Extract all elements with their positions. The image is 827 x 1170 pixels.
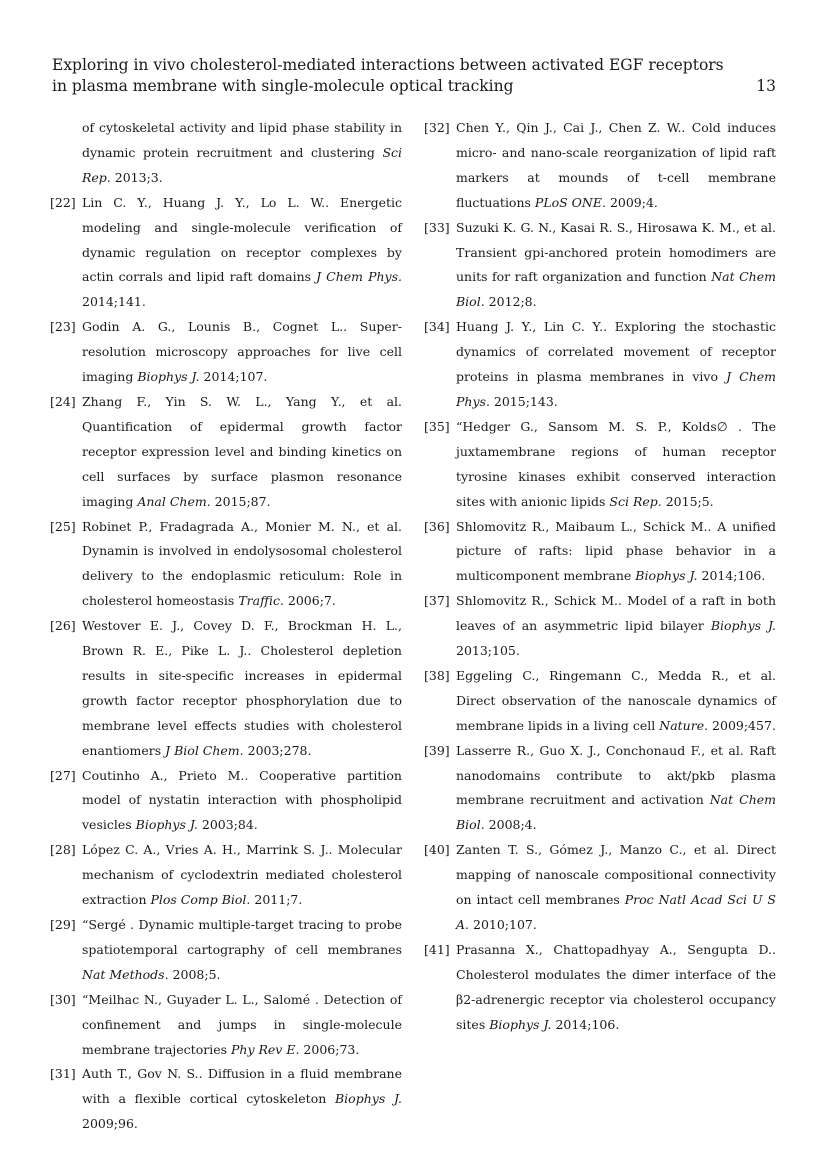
reference-number: [36]	[424, 518, 450, 534]
journal-name: Nat Chem Biol.	[456, 792, 776, 833]
reference-23	[50, 315, 402, 390]
reference-number: [39]	[424, 742, 450, 758]
journal-name: Nat Methods.	[82, 966, 169, 982]
reference-number: [34]	[424, 319, 450, 335]
page-number: 13	[756, 77, 776, 95]
references-left-column	[50, 116, 402, 1137]
reference-40	[424, 838, 776, 938]
reference-22	[50, 191, 402, 316]
reference-number: [32]	[424, 120, 450, 135]
reference-continuation	[50, 116, 402, 191]
reference-text: “Meilhac N., Guyader L. L., Salomé . Detection of confinement and jumps in single-molecule membrane trajectories Phy Rev E. 2006;73.	[82, 991, 402, 1057]
reference-28	[50, 838, 402, 913]
reference-text: Eggeling C., Ringemann C., Medda R., et al. Direct observation of the nanoscale dynamics of membrane lipids in a living cell Nature. 2009;457.	[456, 667, 776, 733]
reference-text: Godin A. G., Lounis B., Cognet L.. Super-resolution microscopy approaches for live cell imaging Biophys J. 2014;107.	[82, 319, 402, 385]
reference-number: [35]	[424, 418, 450, 434]
reference-39	[424, 739, 776, 839]
reference-38	[424, 664, 776, 739]
reference-text: Westover E. J., Covey D. F., Brockman H. L., Brown R. E., Pike L. J.. Cholesterol depletion results in site-specific increases in epidermal growth factor receptor phosphorylation due to membrane level effects studies with cholesterol enantiomers J Biol Chem. 2003;278.	[82, 618, 402, 758]
reference-number: [23]	[50, 319, 76, 335]
reference-number: [28]	[50, 842, 76, 858]
reference-number: [37]	[424, 593, 450, 609]
reference-number: [25]	[50, 518, 76, 534]
journal-name: Sci Rep.	[82, 144, 402, 185]
reference-number: [40]	[424, 842, 450, 858]
reference-text: Chen Y., Qin J., Cai J., Chen Z. W.. Cold induces micro- and nano-scale reorganization of lipid raft markers at mounds of t-cell membrane fluctuations PLoS ONE. 2009;4.	[456, 120, 776, 210]
reference-35	[424, 415, 776, 515]
journal-name: Sci Rep.	[609, 493, 662, 509]
reference-text: Lin C. Y., Huang J. Y., Lo L. W.. Energetic modeling and single-molecule verification of dynamic regulation on receptor complexes by actin corrals and lipid raft domains J Chem Phys. 2014;141.	[82, 194, 402, 310]
running-title: Exploring in vivo cholesterol-mediated interactions between activated EGF receptors in plasma membrane with single-molecule optical tracking	[52, 56, 724, 95]
reference-24	[50, 390, 402, 515]
reference-text: Shlomovitz R., Schick M.. Model of a raft in both leaves of an asymmetric lipid bilayer Biophys J. 2013;105.	[456, 593, 776, 659]
reference-41	[424, 938, 776, 1038]
reference-25	[50, 515, 402, 615]
reference-number: [24]	[50, 393, 76, 409]
reference-29	[50, 913, 402, 988]
reference-number: [33]	[424, 219, 450, 235]
journal-name: Traffic.	[238, 593, 284, 609]
reference-number: [27]	[50, 767, 76, 783]
journal-name: Biophys J.	[335, 1091, 402, 1107]
reference-text: Suzuki K. G. N., Kasai R. S., Hirosawa K. M., et al. Transient gpi-anchored protein homodimers are units for raft organization and function Nat Chem Biol. 2012;8.	[456, 219, 776, 310]
reference-text: Coutinho A., Prieto M.. Cooperative partition model of nystatin interaction with phospholipid vesicles Biophys J. 2003;84.	[82, 767, 402, 833]
journal-name: Plos Comp Biol.	[150, 892, 251, 908]
journal-name: Phy Rev E.	[231, 1041, 300, 1057]
reference-text: López C. A., Vries A. H., Marrink S. J.. Molecular mechanism of cyclodextrin mediated cholesterol extraction Plos Comp Biol. 2011;7.	[82, 842, 402, 908]
reference-text: “Hedger G., Sansom M. S. P., Kolds∅ . The juxtamembrane regions of human receptor tyrosine kinases exhibit conserved interaction sites with anionic lipids Sci Rep. 2015;5.	[456, 418, 776, 509]
reference-34	[424, 315, 776, 415]
journal-name: J Biol Chem.	[165, 742, 244, 758]
reference-26	[50, 614, 402, 763]
reference-number: [38]	[424, 667, 450, 683]
journal-name: J Chem Phys.	[316, 269, 402, 285]
reference-text: Robinet P., Fradagrada A., Monier M. N., et al. Dynamin is involved in endolysosomal cholesterol delivery to the endoplasmic reticulum: Role in cholesterol homeostasis Traffic. 2006;7.	[82, 518, 402, 609]
reference-37	[424, 589, 776, 664]
journal-name: Nature.	[659, 717, 709, 733]
reference-text: of cytoskeletal activity and lipid phase stability in dynamic protein recruitment and clustering Sci Rep. 2013;3.	[82, 120, 402, 185]
journal-name: Biophys J.	[489, 1016, 552, 1032]
reference-text: Lasserre R., Guo X. J., Conchonaud F., et al. Raft nanodomains contribute to akt/pkb plasma membrane recruitment and activation Nat Chem Biol. 2008;4.	[456, 742, 776, 833]
reference-number: [41]	[424, 941, 450, 957]
journal-name: PLoS ONE.	[534, 194, 606, 210]
reference-number: [30]	[50, 991, 76, 1007]
reference-number: [29]	[50, 917, 76, 932]
journal-name: Biophys J.	[710, 618, 776, 634]
reference-31	[50, 1062, 402, 1137]
journal-name: Biophys J.	[137, 369, 200, 385]
reference-number: [31]	[50, 1066, 76, 1082]
reference-text: Shlomovitz R., Maibaum L., Schick M.. A unified picture of rafts: lipid phase behavior in a multicomponent membrane Biophys J. 2014;106.	[456, 518, 776, 584]
reference-text: Prasanna X., Chattopadhyay A., Sengupta D.. Cholesterol modulates the dimer interface of the β2-adrenergic receptor via cholesterol occupancy sites Biophys J. 2014;106.	[456, 941, 776, 1032]
reference-text: Zhang F., Yin S. W. L., Yang Y., et al. Quantification of epidermal growth factor receptor expression level and binding kinetics on cell surfaces by surface plasmon resonance imaging Anal Chem. 2015;87.	[82, 393, 402, 509]
reference-32	[424, 116, 776, 216]
reference-text: “Sergé . Dynamic multiple-target tracing to probe spatiotemporal cartography of cell membranes Nat Methods. 2008;5.	[82, 917, 402, 982]
journal-name: Biophys J.	[635, 568, 698, 584]
journal-name: Biophys J.	[135, 817, 198, 833]
reference-number: [26]	[50, 618, 76, 634]
reference-text: Huang J. Y., Lin C. Y.. Exploring the stochastic dynamics of correlated movement of receptor proteins in plasma membranes in vivo J Chem Phys. 2015;143.	[456, 319, 776, 409]
reference-33	[424, 216, 776, 316]
journal-name: Anal Chem.	[137, 493, 211, 509]
journal-name: J Chem Phys.	[456, 369, 776, 409]
references-right-column	[424, 116, 776, 1038]
reference-30	[50, 988, 402, 1063]
reference-text: Auth T., Gov N. S.. Diffusion in a fluid membrane with a flexible cortical cytoskeleton Biophys J. 2009;96.	[82, 1066, 402, 1132]
reference-text: Zanten T. S., Gómez J., Manzo C., et al. Direct mapping of nanoscale compositional connectivity on intact cell membranes Proc Natl Acad Sci U S A. 2010;107.	[456, 842, 776, 932]
reference-number: [22]	[50, 194, 76, 210]
reference-36	[424, 515, 776, 590]
journal-name: Nat Chem Biol.	[456, 269, 776, 310]
running-header	[52, 55, 776, 97]
reference-27	[50, 764, 402, 839]
journal-name: Proc Natl Acad Sci U S A.	[456, 892, 776, 932]
